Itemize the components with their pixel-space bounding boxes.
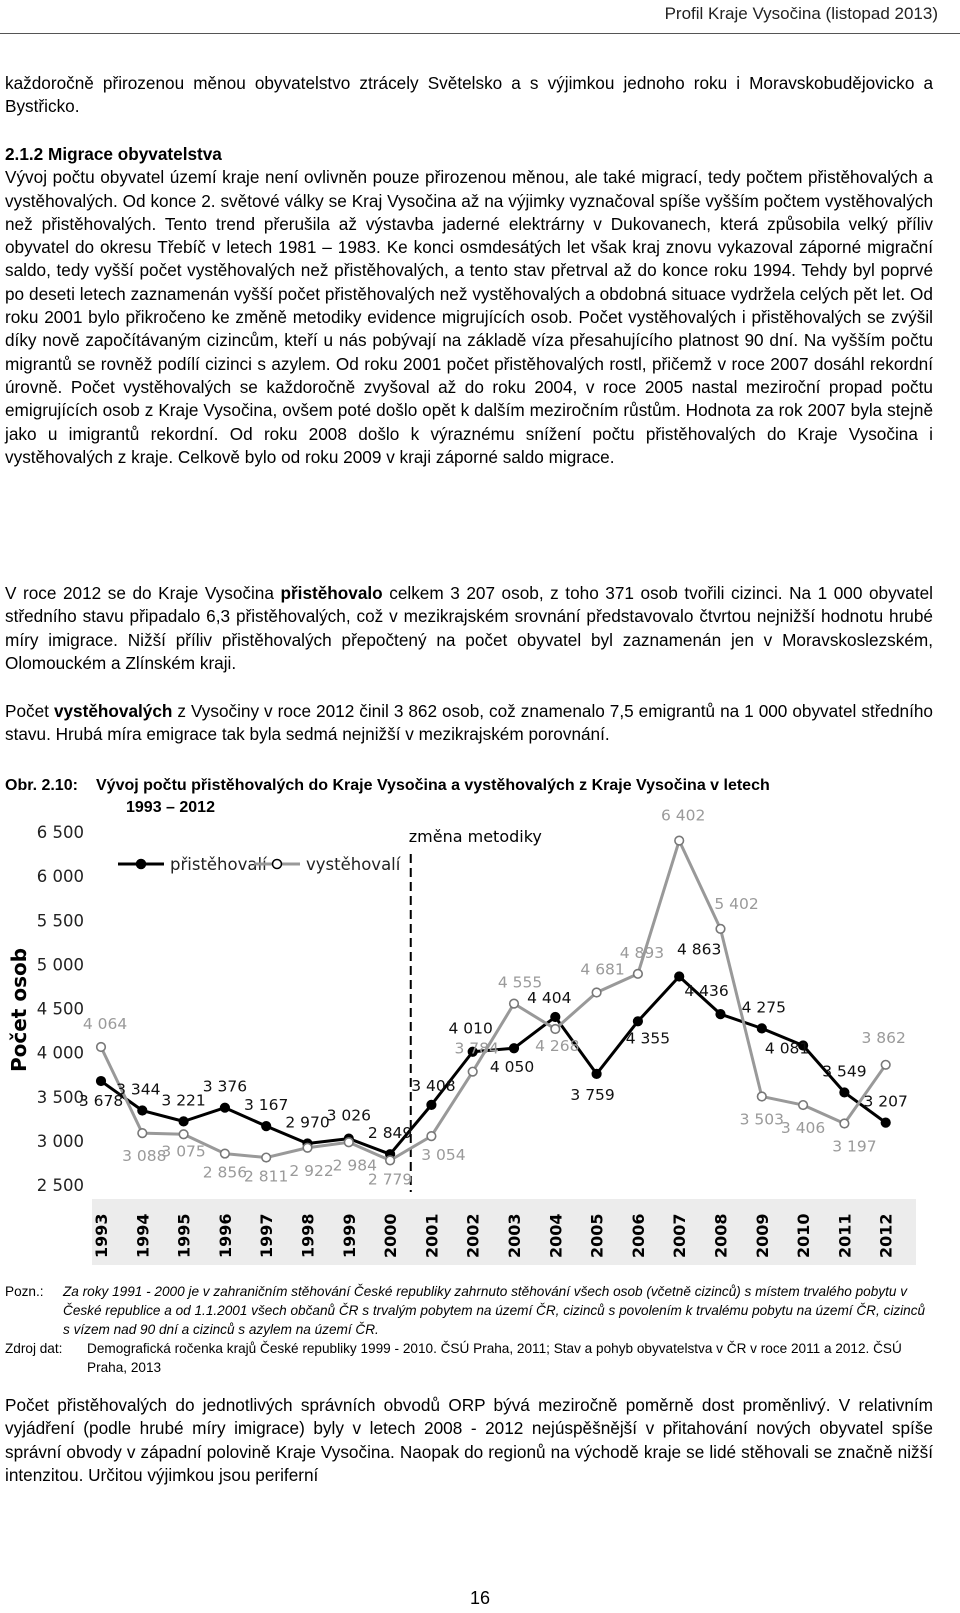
emigrants-point (97, 1043, 106, 1052)
emigrants-point (303, 1143, 312, 1152)
immigrants-data-label: 3 408 (411, 1076, 456, 1095)
immigrants-point (840, 1088, 849, 1097)
emigrants-data-label: 4 268 (535, 1036, 580, 1055)
emigrants-point (551, 1025, 560, 1034)
immigrants-data-label: 3 167 (244, 1096, 289, 1115)
immigrants-data-label: 4 275 (741, 998, 786, 1017)
emigrants-point (510, 999, 519, 1008)
emigrants-data-label: 3 054 (421, 1146, 466, 1165)
emigrants-data-label: 2 984 (332, 1156, 377, 1175)
x-tick-label: 1995 (174, 1213, 194, 1258)
source-row (5, 1339, 935, 1377)
x-tick-label: 2005 (587, 1213, 607, 1258)
immigrants-data-label: 4 355 (625, 1029, 671, 1048)
source-label: Zdroj dat: (5, 1341, 63, 1356)
emigrants-point (634, 970, 643, 979)
x-tick-label: 2004 (546, 1213, 566, 1258)
section-migration (5, 143, 933, 469)
emigrants-data-label: 3 075 (161, 1142, 206, 1161)
emigration-keyword: vystěhovalých (53, 701, 173, 721)
immigration-keyword: přistěhovalo (280, 583, 383, 603)
note-row (5, 1282, 935, 1339)
immigrants-point (634, 1017, 643, 1026)
figure-notes (5, 1282, 935, 1377)
y-axis-title: Počet osob (7, 947, 31, 1073)
paragraph-emigration (5, 700, 933, 747)
immigrants-data-label: 3 344 (116, 1080, 161, 1099)
x-tick-label: 2010 (794, 1213, 814, 1258)
immigrants-point (551, 1013, 560, 1022)
y-tick-label: 6 500 (36, 823, 84, 842)
x-tick-label: 2007 (670, 1213, 690, 1258)
x-tick-label: 2000 (381, 1213, 401, 1258)
immigrants-data-label: 4 010 (448, 1019, 493, 1038)
figure-title: Vývoj počtu přistěhovalých do Kraje Vysočina a vystěhovalých z Kraje Vysočina v letech (96, 777, 770, 794)
x-tick-label: 2011 (835, 1213, 855, 1258)
emigrants-data-label: 4 681 (580, 960, 625, 979)
emigrants-point (758, 1092, 767, 1101)
header-divider (0, 33, 960, 34)
x-tick-label: 1999 (339, 1213, 359, 1258)
figure-title-years: 1993 – 2012 (126, 799, 215, 816)
method-change-label: změna metodiky (408, 827, 542, 846)
legend-marker (137, 860, 146, 869)
immigrants-point (179, 1117, 188, 1126)
section-heading: 2.1.2 Migrace obyvatelstva (5, 144, 222, 164)
immigrants-data-label: 4 404 (527, 988, 572, 1007)
immigrants-data-label: 3 207 (863, 1092, 908, 1111)
immigrants-data-label: 3 221 (161, 1091, 206, 1110)
x-tick-label: 1994 (133, 1213, 153, 1258)
emigrants-point (592, 988, 601, 997)
immigrants-data-label: 3 759 (570, 1085, 615, 1104)
x-tick-label: 2003 (505, 1213, 524, 1258)
emigrants-point (138, 1129, 147, 1138)
immigrants-point (716, 1010, 725, 1019)
x-tick-label: 1997 (257, 1213, 277, 1258)
emigrants-data-label: 2 922 (289, 1161, 334, 1180)
immigrants-point (675, 972, 684, 981)
emigration-text-start: Počet (5, 701, 54, 721)
immigrants-data-label: 4 436 (684, 982, 729, 1001)
x-tick-label: 2012 (876, 1213, 896, 1258)
immigrants-data-label: 4 081 (764, 1039, 810, 1058)
y-tick-label: 2 500 (36, 1176, 84, 1195)
immigration-text-rest: celkem 3 207 osob, z toho 371 osob tvořili cizinci. Na 1 000 obyvatel středního stavu připadalo 6,3 přistěhovalých, což v mezikrajském srovnání představovalo čtvrtou nejnižší hodnotu hrubé míry imigrace. Nižší příliv přistěhovalých přepočtený na počet obyvatel byl zaznamenán jen v Moravskoslezském, Olomouckém a Zlínském kraji. (5, 583, 933, 673)
immigrants-data-label: 3 549 (822, 1062, 867, 1081)
immigration-text-start: V roce 2012 se do Kraje Vysočina (5, 583, 281, 603)
page-number: 16 (469, 1588, 491, 1608)
y-tick-label: 3 500 (36, 1087, 84, 1107)
immigrants-point (758, 1024, 767, 1033)
emigration-text-rest: z Vysočiny v roce 2012 činil 3 862 osob, což znamenalo 7,5 emigrantů na 1 000 obyvatel středního stavu. Hrubá míra emigrace tak byla sedmá nejnižší v mezikrajském porovnání. (5, 701, 933, 745)
x-tick-label: 1998 (298, 1213, 318, 1258)
figure-label: Obr. 2.10: (5, 777, 78, 794)
legend-label: vystěhovalí (306, 855, 401, 874)
emigrants-data-label: 4 893 (619, 943, 665, 962)
y-tick-label: 4 000 (36, 1043, 84, 1063)
emigrants-point (427, 1132, 436, 1141)
immigrants-point (138, 1106, 147, 1115)
emigrants-data-label: 3 503 (739, 1110, 784, 1129)
source-text: Demografická ročenka krajů České republiky 1999 - 2010. ČSÚ Praha, 2011; Stav a pohyb obyvatelstva v ČR v roce 2011 a 2012. ČSÚ Praha, 2013 (87, 1341, 902, 1375)
immigrants-data-label: 2 849 (367, 1124, 413, 1143)
emigrants-data-label: 3 088 (122, 1147, 167, 1166)
emigrants-point (221, 1149, 230, 1158)
y-tick-label: 6 000 (36, 867, 84, 887)
emigrants-data-label: 2 779 (367, 1170, 413, 1189)
immigrants-data-label: 3 376 (202, 1077, 248, 1096)
paragraph-orp: Počet přistěhovalých do jednotlivých správních obvodů ORP bývá meziročně poměrně dost proměnlivý. V relativním vyjádření (podle hrubé míry imigrace) byly v letech 2008 - 2012 nejúspěšnější v přitahování nových obyvatel spíše správní obvody v západní polovině Kraje Vysočina. Naopak do regionů na východě kraje se lidé stěhovali se značně nižší intenzitou. Určitou výjimkou jsou periferní (5, 1395, 933, 1485)
immigrants-data-label: 3 026 (326, 1106, 371, 1125)
emigrants-data-label: 4 555 (497, 973, 543, 992)
emigrants-point (386, 1156, 395, 1165)
x-tick-label: 2001 (422, 1213, 442, 1258)
emigrants-data-label: 6 402 (661, 806, 706, 825)
emigrants-data-label: 3 784 (454, 1039, 499, 1058)
immigrants-point (262, 1122, 271, 1131)
immigrants-data-label: 4 863 (677, 940, 722, 959)
emigrants-data-label: 4 064 (82, 1014, 128, 1033)
y-tick-label: 3 000 (36, 1131, 84, 1151)
x-tick-label: 2008 (711, 1213, 731, 1258)
paragraph-migration: Vývoj počtu obyvatel území kraje není ovlivněn pouze přirozenou měnou, ale také migrací, tedy počtem přistěhovalých a vystěhovalých. Od konce 2. světové války se Kraj Vysočina až na výjimky vyznačoval spíše vyšším počtem vystěhovalých než přistěhovalých. Tento trend přerušila až výstavba jaderné elektrárny v Dukovanech, která způsobila velký příliv obyvatel do okresu Třebíč v letech 1981 – 1983. Ke konci osmdesátých let však kraj znovu vykazoval záporné migrační saldo, tedy vyšší počet vystěhovalých než přistěhovalých, a tento stav přetrval až do konce roku 1994. Tehdy byl poprvé po deseti letech zaznamenán vyšší počet přistěhovalých než vystěhovalých a obdobná situace vydržela celých pět let. Od roku 2001 bylo přikročeno ke změně metodiky evidence migrujících osob. Počet vystěhovalých i přistěhovalých se zvýšil díky nově započítávaným cizincům, kteří u nás pobývají na základě víza přesahujícího platnost 90 dní. Na vyšším počtu migrantů se rovněž podílí cizinci s azylem. Od roku 2001 počet přistěhovalých rostl, přičemž v roce 2007 dosáhl rekordní úrovně. Počet vystěhovalých se každoročně zvyšoval až do roku 2004, v roce 2005 nastal meziroční propad počtu emigrujících osob z Kraje Vysočina, ovšem poté došlo opět k dalším meziročním růstům. Hodnota za rok 2007 byla stejně jako u imigrantů rekordní. Od roku 2008 došlo k výraznému snížení počtu přistěhovalých do Kraje Vysočina i vystěhovalých z kraje. Celkově bylo od roku 2009 v kraji záporné saldo migrace. (5, 167, 933, 467)
x-tick-label: 2006 (628, 1213, 648, 1258)
legend-marker (273, 860, 282, 869)
emigrants-point (345, 1138, 354, 1147)
figure-caption (5, 775, 933, 819)
immigrants-data-label: 3 678 (78, 1092, 124, 1111)
emigrants-data-label: 5 402 (714, 894, 759, 913)
emigrants-point (799, 1101, 808, 1110)
emigrants-point (675, 836, 684, 845)
emigrants-point (179, 1130, 188, 1139)
emigrants-point (716, 925, 725, 934)
paragraph-intro: každoročně přirozenou měnou obyvatelstvo ztrácely Světelsko a s výjimkou jednoho roku i Moravskobudějovicko a Bystřicko. (5, 73, 933, 117)
emigrants-data-label: 3 406 (780, 1119, 826, 1138)
x-tick-label: 1993 (92, 1213, 111, 1258)
immigrants-data-label: 4 050 (489, 1058, 535, 1077)
emigrants-point (840, 1119, 849, 1128)
x-tick-label: 1996 (215, 1213, 235, 1258)
immigrants-point (510, 1044, 519, 1053)
emigrants-data-label: 3 197 (832, 1137, 877, 1156)
note-label: Pozn.: (5, 1284, 44, 1299)
emigrants-data-label: 2 811 (244, 1167, 289, 1186)
y-tick-label: 5 500 (36, 911, 84, 931)
immigrants-data-label: 2 970 (285, 1113, 330, 1132)
immigrants-point (592, 1070, 601, 1079)
note-text: Za roky 1991 - 2000 je v zahraničním stěhování České republiky zahrnuto stěhování všech osob (včetně cizinců) s místem trvalého pobytu v České republice a od 1.1.2001 všech občanů ČR s trvalým pobytem na území ČR, cizinců s povolením k trvalému pobytu na území ČR, cizinců s vízem nad 90 dní a cizinců s azylem na území ČR. (63, 1284, 926, 1337)
emigrants-point (881, 1061, 890, 1070)
x-tick-label: 2002 (463, 1213, 483, 1258)
running-header: Profil Kraje Vysočina (listopad 2013) (664, 4, 938, 23)
y-tick-label: 4 500 (36, 999, 84, 1019)
immigrants-point (97, 1077, 106, 1086)
immigrants-point (221, 1103, 230, 1112)
legend-label: přistěhovalí (170, 855, 267, 874)
emigrants-data-label: 3 862 (861, 1028, 906, 1047)
emigrants-point (262, 1153, 271, 1162)
y-tick-label: 5 000 (36, 955, 84, 975)
immigrants-point (427, 1101, 436, 1110)
immigrants-point (881, 1118, 890, 1127)
emigrants-point (468, 1067, 477, 1076)
emigrants-data-label: 2 856 (202, 1163, 248, 1182)
x-tick-label: 2009 (752, 1213, 772, 1258)
paragraph-immigration (5, 582, 933, 675)
